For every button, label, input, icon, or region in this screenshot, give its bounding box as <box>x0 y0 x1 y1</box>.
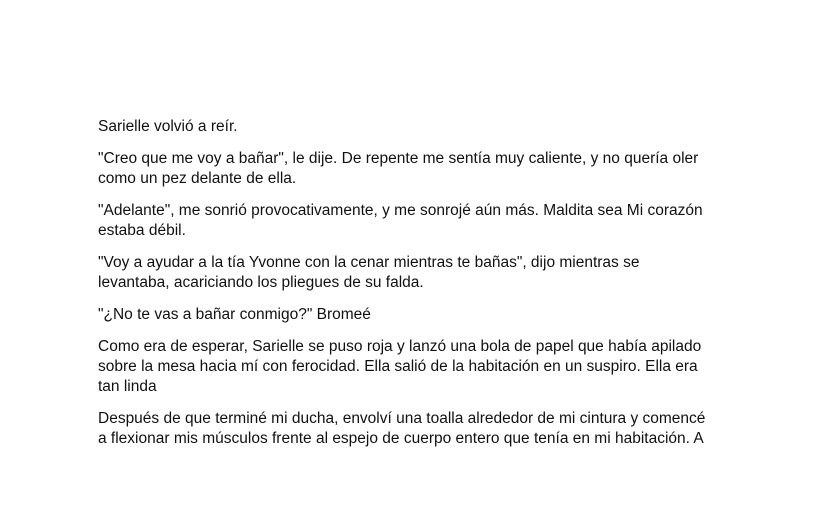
paragraph-line: "Creo que me voy a bañar", le dije. De repente me sentía muy caliente, y no quería oler <box>98 150 699 167</box>
paragraph-line: tan linda <box>98 378 157 395</box>
document-text-body <box>98 117 758 461</box>
paragraph-5 <box>98 305 758 325</box>
paragraph-3 <box>98 201 758 241</box>
paragraph-line: como un pez delante de ella. <box>98 170 297 187</box>
paragraph-line: Después de que terminé mi ducha, envolví una toalla alrededor de mi cintura y comencé <box>98 410 706 427</box>
paragraph-line: "¿No te vas a bañar conmigo?" Bromeé <box>98 306 371 323</box>
paragraph-4 <box>98 253 758 293</box>
paragraph-line: Sarielle volvió a reír. <box>98 118 238 135</box>
paragraph-line: Como era de esperar, Sarielle se puso roja y lanzó una bola de papel que había apilado <box>98 338 702 355</box>
paragraph-line: levantaba, acariciando los pliegues de su falda. <box>98 274 424 291</box>
paragraph-line: a flexionar mis músculos frente al espejo de cuerpo entero que tenía en mi habitación. A <box>98 430 704 447</box>
paragraph-1 <box>98 117 758 137</box>
paragraph-line: estaba débil. <box>98 222 186 239</box>
paragraph-6 <box>98 337 758 397</box>
paragraph-line: "Voy a ayudar a la tía Yvonne con la cenar mientras te bañas", dijo mientras se <box>98 254 640 271</box>
paragraph-2 <box>98 149 758 189</box>
paragraph-7 <box>98 409 758 449</box>
paragraph-line: "Adelante", me sonrió provocativamente, y me sonrojé aún más. Maldita sea Mi corazón <box>98 202 703 219</box>
paragraph-line: sobre la mesa hacia mí con ferocidad. Ella salió de la habitación en un suspiro. Ella era <box>98 358 698 375</box>
